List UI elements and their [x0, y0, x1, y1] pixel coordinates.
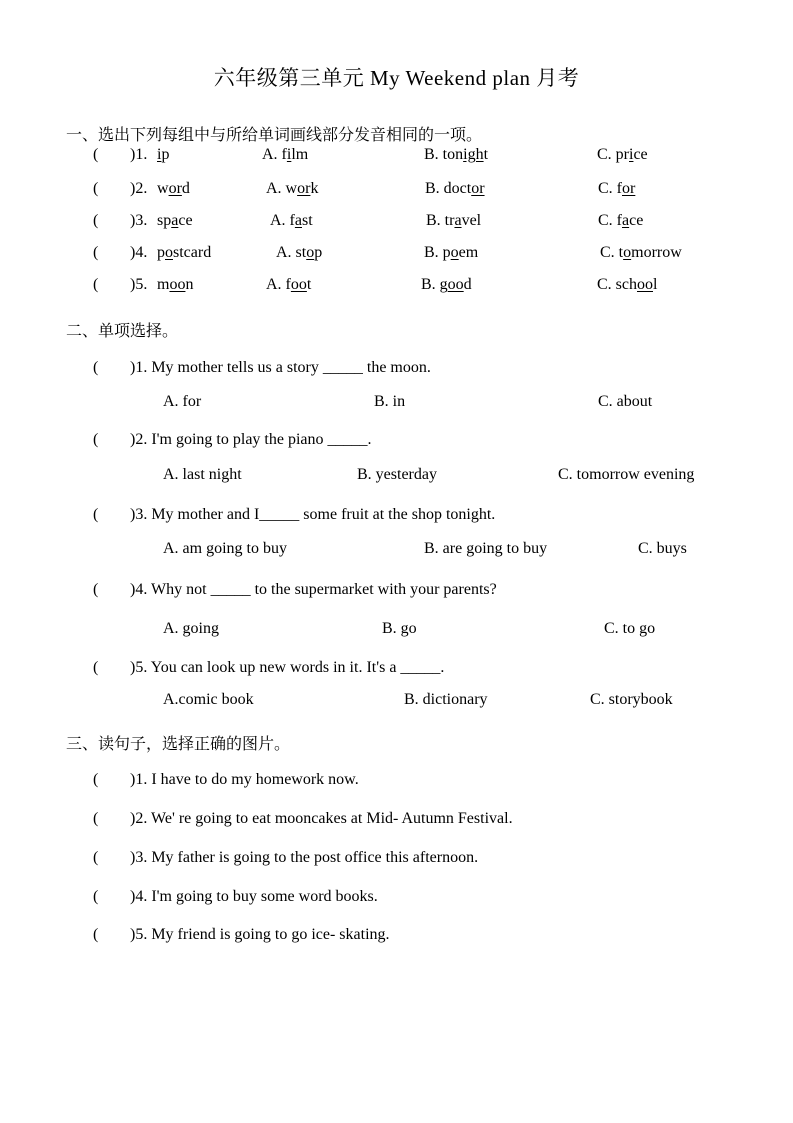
- sentence-row: [0, 810, 793, 834]
- underlined-sound: oo: [447, 276, 464, 293]
- word-part: A. f: [266, 276, 291, 293]
- section-1-heading: 一、选出下列每组中与所给单词画线部分发音相同的一项。: [66, 127, 483, 144]
- choice-question-row: [0, 506, 793, 530]
- underlined-sound: i: [629, 146, 634, 163]
- option-c: [597, 276, 657, 294]
- word-part: p: [157, 244, 165, 261]
- option-a: [266, 180, 318, 198]
- word-part: l: [653, 276, 658, 293]
- option-a: A. am going to buy: [163, 540, 287, 557]
- option-a: A. last night: [163, 466, 242, 483]
- word-part: d: [181, 180, 190, 197]
- given-word: [157, 244, 211, 262]
- word-part: C. f: [598, 180, 622, 197]
- underlined-sound: o: [165, 244, 173, 261]
- underlined-sound: a: [622, 212, 630, 229]
- option-b: B. go: [382, 620, 417, 637]
- answer-blank[interactable]: (: [93, 771, 99, 788]
- word-part: n: [185, 276, 194, 293]
- option-c: C. tomorrow evening: [558, 466, 695, 483]
- question-text: )4. Why not _____ to the supermarket with your parents?: [130, 581, 497, 598]
- option-c: C. to go: [604, 620, 656, 637]
- phonics-question-row: [0, 180, 793, 204]
- word-part: A. w: [266, 180, 298, 197]
- underlined-sound: a: [454, 212, 462, 229]
- word-part: A. f: [270, 212, 295, 229]
- given-word: [157, 212, 193, 230]
- word-part: m: [157, 276, 170, 293]
- option-c: [600, 244, 682, 262]
- sentence-text: )2. We' re going to eat mooncakes at Mid- Autumn Festival.: [130, 810, 513, 827]
- underlined-sound: or: [622, 180, 636, 197]
- option-a: A. for: [163, 393, 202, 410]
- option-b: [421, 276, 472, 294]
- answer-blank[interactable]: (: [93, 849, 99, 866]
- underlined-sound: o: [450, 244, 459, 261]
- sentence-row: [0, 888, 793, 912]
- choice-options-row: [0, 540, 793, 564]
- answer-blank[interactable]: (: [93, 359, 99, 376]
- question-text: )2. I'm going to play the piano _____.: [130, 431, 372, 448]
- word-part: p: [314, 244, 323, 261]
- answer-blank[interactable]: (: [93, 146, 99, 163]
- word-part: stcard: [173, 244, 212, 261]
- option-c: [598, 180, 635, 198]
- option-b: B. dictionary: [404, 691, 488, 708]
- phonics-question-row: [0, 212, 793, 236]
- option-c: C. storybook: [590, 691, 673, 708]
- underlined-sound: i: [157, 146, 162, 163]
- phonics-question-row: [0, 276, 793, 300]
- word-part: B. p: [424, 244, 451, 261]
- word-part: p: [161, 146, 170, 163]
- word-part: d: [463, 276, 472, 293]
- word-part: em: [458, 244, 479, 261]
- word-part: lm: [291, 146, 309, 163]
- section-3-heading: 三、读句子，选择正确的图片。: [66, 736, 291, 753]
- given-word: [157, 180, 190, 198]
- question-number: )3.: [130, 212, 148, 229]
- sentence-row: [0, 849, 793, 873]
- underlined-sound: or: [168, 180, 182, 197]
- choice-question-row: [0, 431, 793, 455]
- option-a: [266, 276, 311, 294]
- sentence-text: )3. My father is going to the post office this afternoon.: [130, 849, 479, 866]
- word-part: B. tr: [426, 212, 455, 229]
- sentence-text: )4. I'm going to buy some word books.: [130, 888, 378, 905]
- phonics-question-row: [0, 146, 793, 170]
- underlined-sound: i: [286, 146, 292, 163]
- option-b: B. are going to buy: [424, 540, 548, 557]
- choice-question-row: [0, 581, 793, 605]
- phonics-question-row: [0, 244, 793, 268]
- answer-blank[interactable]: (: [93, 810, 99, 827]
- choice-options-row: [0, 691, 793, 715]
- word-part: B. g: [421, 276, 448, 293]
- choice-options-row: [0, 393, 793, 417]
- question-number: )5.: [130, 276, 148, 293]
- word-part: sp: [157, 212, 172, 229]
- underlined-sound: oo: [290, 276, 307, 293]
- answer-blank[interactable]: (: [93, 212, 99, 229]
- word-part: A. f: [262, 146, 287, 163]
- option-a: A. going: [163, 620, 219, 637]
- underlined-sound: oo: [637, 276, 653, 293]
- option-c: C. about: [598, 393, 653, 410]
- word-part: ce: [633, 146, 648, 163]
- underlined-sound: a: [294, 212, 302, 229]
- underlined-sound: a: [171, 212, 179, 229]
- choice-options-row: [0, 620, 793, 644]
- question-text: )1. My mother tells us a story _____ the moon.: [130, 359, 431, 376]
- option-b: B. in: [374, 393, 406, 410]
- underlined-sound: or: [471, 180, 485, 197]
- answer-blank[interactable]: (: [93, 244, 99, 261]
- answer-blank[interactable]: (: [93, 888, 99, 905]
- option-c: [597, 146, 648, 164]
- option-a: [262, 146, 308, 164]
- word-part: A. st: [276, 244, 307, 261]
- answer-blank[interactable]: (: [93, 506, 99, 523]
- option-b: [426, 212, 481, 230]
- underlined-sound: igh: [463, 146, 484, 163]
- option-b: [424, 244, 478, 262]
- sentence-row: [0, 771, 793, 795]
- question-text: )5. You can look up new words in it. It's a _____.: [130, 659, 445, 676]
- word-part: w: [157, 180, 169, 197]
- word-part: k: [310, 180, 319, 197]
- question-number: )4.: [130, 244, 148, 261]
- sentence-text: )1. I have to do my homework now.: [130, 771, 359, 788]
- option-b: [425, 180, 485, 198]
- option-a: A.comic book: [163, 691, 254, 708]
- given-word: [157, 276, 193, 294]
- word-part: C. sch: [597, 276, 637, 293]
- option-c: C. buys: [638, 540, 687, 557]
- answer-blank[interactable]: (: [93, 581, 99, 598]
- choice-options-row: [0, 466, 793, 490]
- option-c: [598, 212, 643, 230]
- choice-question-row: [0, 659, 793, 683]
- answer-blank[interactable]: (: [93, 431, 99, 448]
- choice-question-row: [0, 359, 793, 383]
- word-part: ce: [178, 212, 193, 229]
- underlined-sound: oo: [169, 276, 186, 293]
- word-part: C. t: [600, 244, 624, 261]
- section-2-heading: 二、单项选择。: [66, 323, 179, 340]
- answer-blank[interactable]: (: [93, 276, 99, 293]
- word-part: vel: [461, 212, 482, 229]
- underlined-sound: o: [306, 244, 315, 261]
- word-part: t: [306, 276, 312, 293]
- option-a: [270, 212, 313, 230]
- question-text: )3. My mother and I_____ some fruit at the shop tonight.: [130, 506, 496, 523]
- word-part: morrow: [631, 244, 682, 261]
- given-word: [157, 146, 169, 164]
- page-title: 六年级第三单元 My Weekend plan 月考: [213, 66, 580, 90]
- answer-blank[interactable]: (: [93, 180, 99, 197]
- word-part: C. pr: [597, 146, 629, 163]
- option-b: [424, 146, 488, 164]
- question-number: )2.: [130, 180, 148, 197]
- word-part: ce: [629, 212, 644, 229]
- word-part: st: [302, 212, 313, 229]
- option-b: B. yesterday: [357, 466, 437, 483]
- word-part: t: [483, 146, 489, 163]
- underlined-sound: o: [623, 244, 632, 261]
- answer-blank[interactable]: (: [93, 659, 99, 676]
- word-part: C. f: [598, 212, 622, 229]
- question-number: )1.: [130, 146, 148, 163]
- word-part: B. ton: [424, 146, 464, 163]
- sentence-text: )5. My friend is going to go ice- skating.: [130, 926, 390, 943]
- option-a: [276, 244, 322, 262]
- sentence-row: [0, 926, 793, 950]
- underlined-sound: or: [297, 180, 311, 197]
- word-part: B. doct: [425, 180, 472, 197]
- answer-blank[interactable]: (: [93, 926, 99, 943]
